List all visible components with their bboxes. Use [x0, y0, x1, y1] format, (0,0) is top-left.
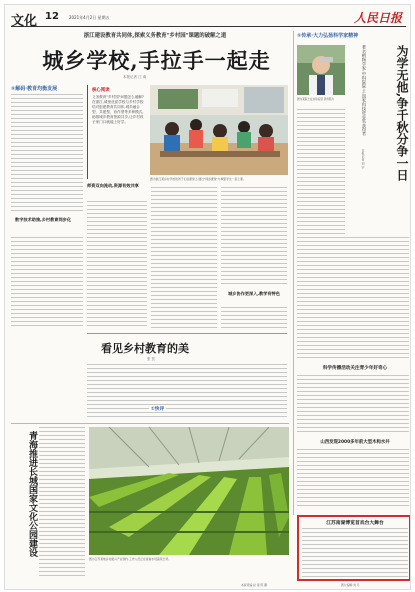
- core-reading-title: 核心阅读: [92, 88, 110, 93]
- right-byline: 本报记者 刘 宇: [361, 149, 365, 169]
- main-story-body-col4: [221, 187, 287, 287]
- right-photo-caption: 图为某院士在实验室里 资料照片: [297, 98, 335, 101]
- newspaper-logo: 人民日报: [353, 11, 402, 25]
- section-name: 文化: [11, 14, 38, 29]
- page-footer: [11, 583, 406, 589]
- commentary-byline: 张 贺: [147, 357, 155, 361]
- commentary-headline: 看见乡村教育的美: [101, 342, 189, 355]
- highlighted-article-headline: 江苏南湖博览首戏台大舞台: [326, 521, 384, 526]
- right-headline: 为学无他,争千秋分争一日: [395, 45, 409, 182]
- main-story-subhead-4: 数字技术助推,乡村教育同步化: [15, 217, 72, 222]
- main-story-headline: 城乡学校,手拉手一起走: [42, 48, 271, 73]
- main-photo-caption: 图为浙江某乡村学校的孩子们在课堂上,通过"同步课堂"与城里学生一起上课。: [150, 177, 246, 181]
- main-story-subhead-3: 城乡协作更深入,教学有特色: [228, 291, 280, 296]
- commentary-tag: ①快评: [151, 407, 165, 412]
- right-body-1: [297, 109, 345, 235]
- section-tag: ①解码·教育均衡发展: [11, 86, 58, 92]
- main-story-photo: [150, 85, 288, 175]
- footer-editor: 本版责编:赵 蕾 陈 鹏: [241, 583, 267, 587]
- right-body-3: [297, 375, 409, 435]
- greenhouse-photo: [89, 427, 289, 555]
- main-story-body-col2: [87, 201, 147, 329]
- footer-note: 图片编辑:刘 月: [341, 583, 360, 587]
- bottom-divider: [11, 423, 289, 424]
- greenhouse-photo-caption: 图为江苏某地乡村振兴产业园内,工作人员正在查看水培蔬菜长势。: [89, 557, 171, 561]
- highlighted-article-body: [302, 528, 408, 578]
- main-story-body-col1: [11, 94, 83, 214]
- commentary-body: [87, 364, 287, 418]
- page-number: 12: [45, 11, 59, 22]
- right-profile-photo: [297, 45, 345, 95]
- commentary-box: [87, 333, 287, 419]
- right-body-2: [297, 237, 409, 361]
- right-kicker: 著名植物学家,中科院院士,国家科技进步奖获得者: [362, 45, 367, 136]
- newspaper-page: [4, 4, 411, 590]
- right-subhead-2: 山西发现2000多年前大型木构水井: [320, 440, 390, 445]
- right-section-tag: ①传承·大力弘扬科学家精神: [297, 33, 359, 39]
- bottom-left-headline: 青海推进长城国家文化公园建设: [27, 431, 37, 557]
- core-reading-box: [87, 85, 147, 179]
- main-story-body-col4b: [221, 307, 287, 329]
- main-story-body-col1b: [11, 237, 83, 329]
- highlighted-article-box[interactable]: [297, 515, 411, 581]
- right-body-4: [297, 449, 409, 509]
- main-story-body-col3: [151, 187, 217, 329]
- page-header: [11, 9, 406, 27]
- right-subhead-1: 科学传播活动关注青少年好奇心: [322, 366, 388, 371]
- core-reading-text: 义务教育"乡村园"问题怎么破解?在浙江,城里优质学校与乡村学校结对组建教育共同体,城乡融合型、共建型、协作型等多种模式,助推城乡教育资源共享,让乡村孩子家门口就能上好学。: [92, 95, 144, 124]
- column-divider: [293, 31, 294, 515]
- main-story-byline: 本报记者 江 南: [123, 75, 147, 79]
- main-story-subhead-2: 师资双向流动,资源有效共享: [87, 183, 139, 188]
- main-story-kicker: 浙江建设教育共同体,探索义务教育"乡村园"课题的破解之道: [83, 33, 227, 39]
- issue-date: 2021年4月2日 星期五: [69, 15, 110, 20]
- bottom-left-body: [39, 427, 85, 579]
